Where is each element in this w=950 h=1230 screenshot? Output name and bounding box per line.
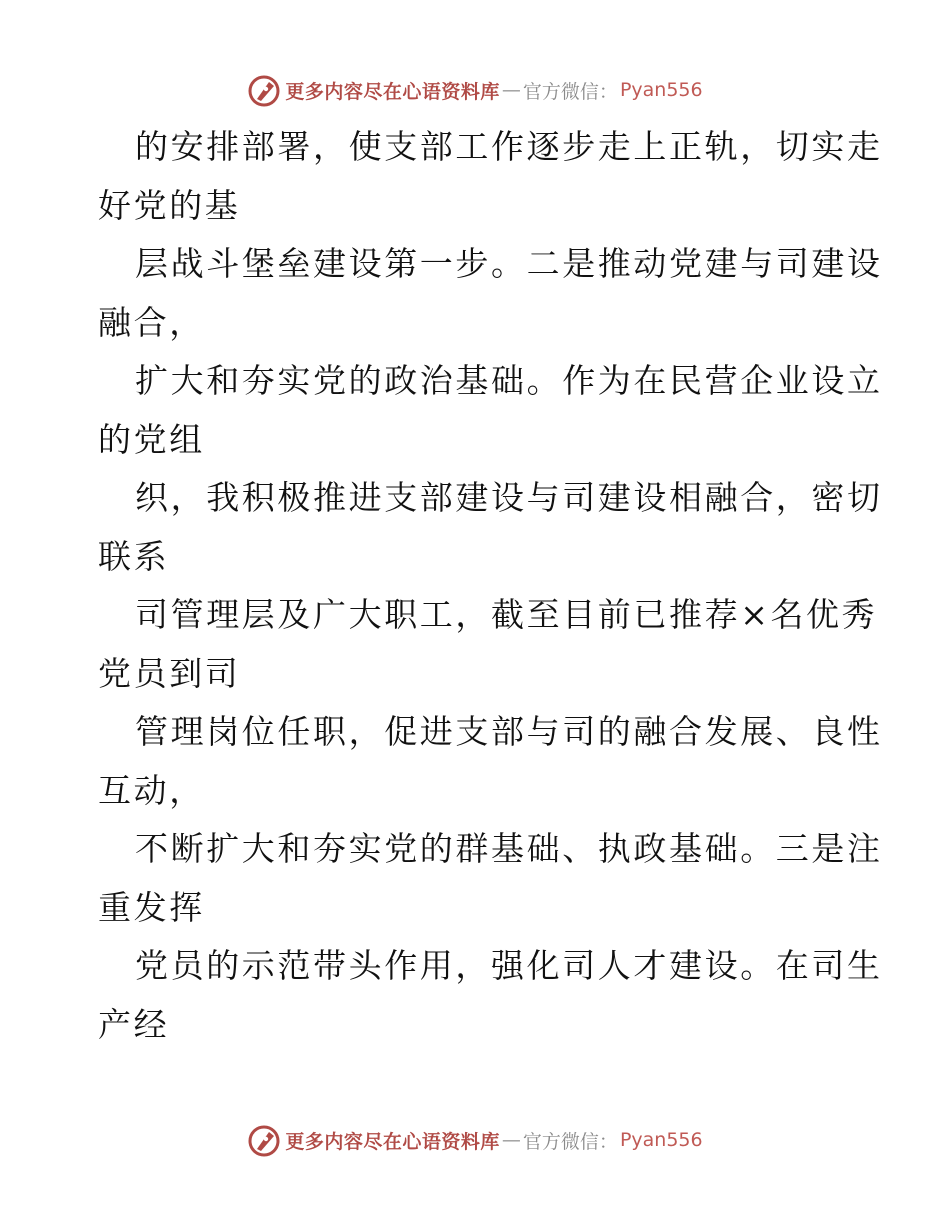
text-line: 的安排部署，使支部工作逐步走上正轨，切实走 bbox=[135, 127, 883, 166]
text-line: 融合， bbox=[98, 302, 205, 342]
document-body bbox=[98, 118, 883, 1054]
text-line: 层战斗堡垒建设第一步。二是推动党建与司建设 bbox=[135, 244, 883, 283]
watermark-separator: — bbox=[501, 1129, 521, 1151]
text-line: 织，我积极推进支部建设与司建设相融合，密切 bbox=[135, 478, 883, 517]
watermark-brand: 更多内容尽在心语资料库 bbox=[285, 1130, 500, 1153]
text-line: 扩大和夯实党的政治基础。作为在民营企业设立 bbox=[135, 361, 883, 400]
text-line: 司管理层及广大职工，截至目前已推荐×名优秀 bbox=[135, 595, 878, 634]
footer-watermark bbox=[0, 1120, 950, 1160]
watermark-brand: 更多内容尽在心语资料库 bbox=[285, 80, 500, 103]
text-line: 管理岗位任职，促进支部与司的融合发展、良性 bbox=[135, 712, 883, 751]
watermark-handle: Pyan556 bbox=[619, 79, 703, 101]
text-line: 的党组 bbox=[98, 419, 205, 459]
watermark-label: 官方微信： bbox=[522, 1130, 618, 1153]
pen-nib-circle-icon bbox=[247, 1123, 281, 1157]
text-line: 互动， bbox=[98, 770, 205, 810]
text-line: 好党的基 bbox=[98, 185, 241, 225]
text-line: 党员的示范带头作用，强化司人才建设。在司生 bbox=[135, 946, 883, 985]
header-watermark bbox=[0, 70, 950, 110]
text-line: 联系 bbox=[98, 536, 170, 576]
text-line: 重发挥 bbox=[98, 887, 205, 927]
text-line: 党员到司 bbox=[98, 653, 241, 693]
pen-nib-circle-icon bbox=[247, 73, 281, 107]
watermark-label: 官方微信： bbox=[522, 80, 618, 103]
watermark-handle: Pyan556 bbox=[619, 1129, 703, 1151]
text-line: 产经 bbox=[98, 1004, 170, 1044]
text-line: 不断扩大和夯实党的群基础、执政基础。三是注 bbox=[135, 829, 883, 868]
watermark-separator: — bbox=[501, 79, 521, 101]
